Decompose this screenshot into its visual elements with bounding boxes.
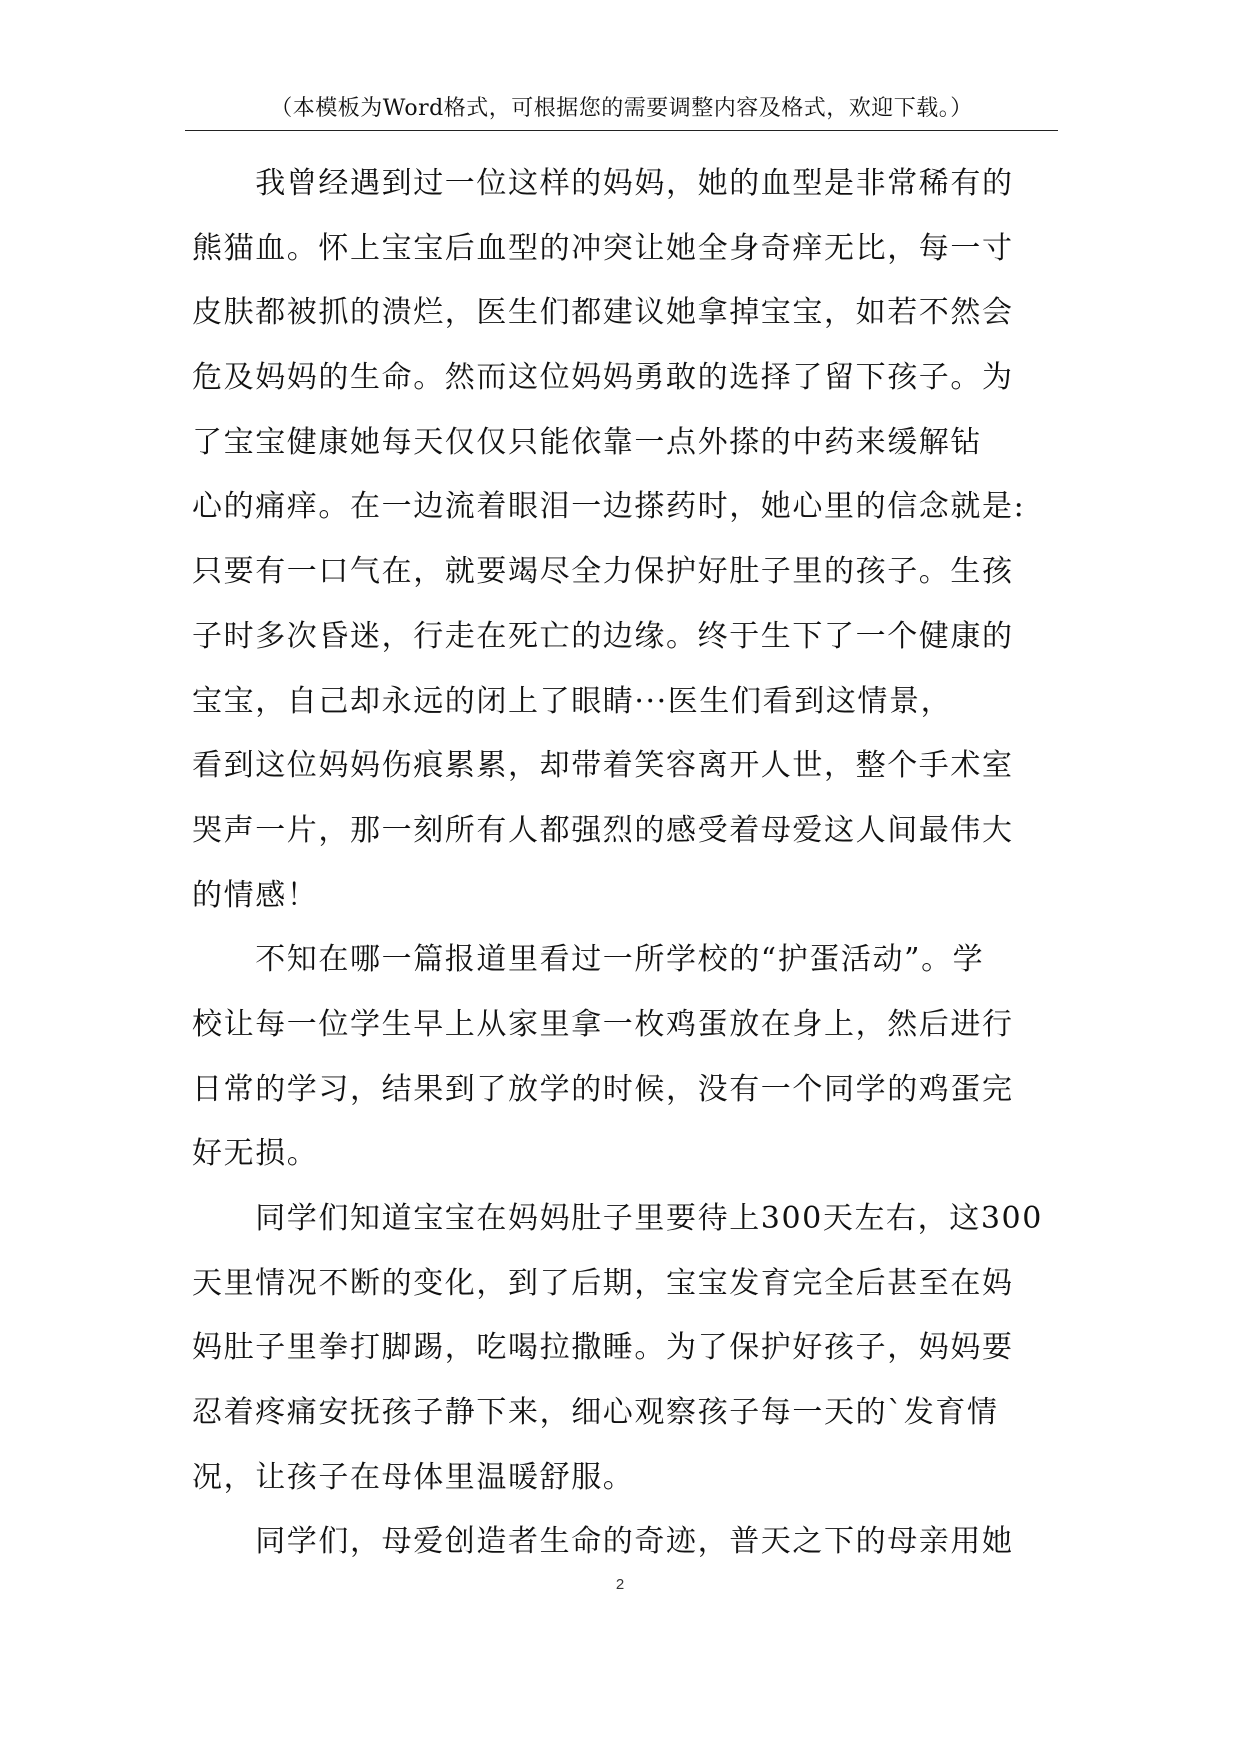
body-line: 宝宝，自己却永远的闭上了眼睛···医生们看到这情景，: [192, 683, 953, 719]
body-line: 皮肤都被抓的溃烂，医生们都建议她拿掉宝宝，如若不然会: [192, 295, 1014, 331]
body-line: 日常的学习，结果到了放学的时候，没有一个同学的鸡蛋完: [192, 1071, 1014, 1107]
body-line: 危及妈妈的生命。然而这位妈妈勇敢的选择了留下孩子。为: [192, 360, 1014, 396]
page-number: 2: [615, 1576, 625, 1593]
body-line: 同学们，母爱创造者生命的奇迹，普天之下的母亲用她: [192, 1524, 1014, 1560]
body-line: 的情感！: [192, 877, 319, 913]
body-line: 忍着疼痛安抚孩子静下来，细心观察孩子每一天的`发育情: [192, 1395, 999, 1431]
body-line: 熊猫血。怀上宝宝后血型的冲突让她全身奇痒无比，每一寸: [192, 230, 1014, 266]
body-line: 看到这位妈妈伤痕累累，却带着笑容离开人世，整个手术室: [192, 748, 1014, 784]
body-line: 天里情况不断的变化，到了后期，宝宝发育完全后甚至在妈: [192, 1265, 1014, 1301]
document-body: [192, 152, 1072, 1575]
body-line: 好无损。: [192, 1136, 319, 1172]
body-line: 了宝宝健康她每天仅仅只能依靠一点外搽的中药来缓解钻: [192, 424, 982, 460]
body-line: 子时多次昏迷，行走在死亡的边缘。终于生下了一个健康的: [192, 618, 1014, 654]
body-line: 校让每一位学生早上从家里拿一枚鸡蛋放在身上，然后进行: [192, 1006, 1014, 1042]
body-line: 同学们知道宝宝在妈妈肚子里要待上300天左右，这300: [192, 1201, 1043, 1236]
body-line: 妈肚子里拳打脚踢，吃喝拉撒睡。为了保护好孩子，妈妈要: [192, 1330, 1014, 1366]
body-line: 心的痛痒。在一边流着眼泪一边搽药时，她心里的信念就是:: [192, 489, 1026, 525]
body-line: 不知在哪一篇报道里看过一所学校的“护蛋活动”。学: [192, 942, 985, 978]
body-line: 哭声一片，那一刻所有人都强烈的感受着母爱这人间最伟大: [192, 812, 1014, 848]
body-line: 只要有一口气在，就要竭尽全力保护好肚子里的孩子。生孩: [192, 554, 1014, 590]
template-notice-header: （本模板为Word格式，可根据您的需要调整内容及格式，欢迎下载。）: [270, 96, 973, 121]
header-divider: [185, 130, 1058, 131]
body-line: 我曾经遇到过一位这样的妈妈，她的血型是非常稀有的: [192, 166, 1014, 201]
body-line: 况，让孩子在母体里温暖舒服。: [192, 1459, 635, 1495]
